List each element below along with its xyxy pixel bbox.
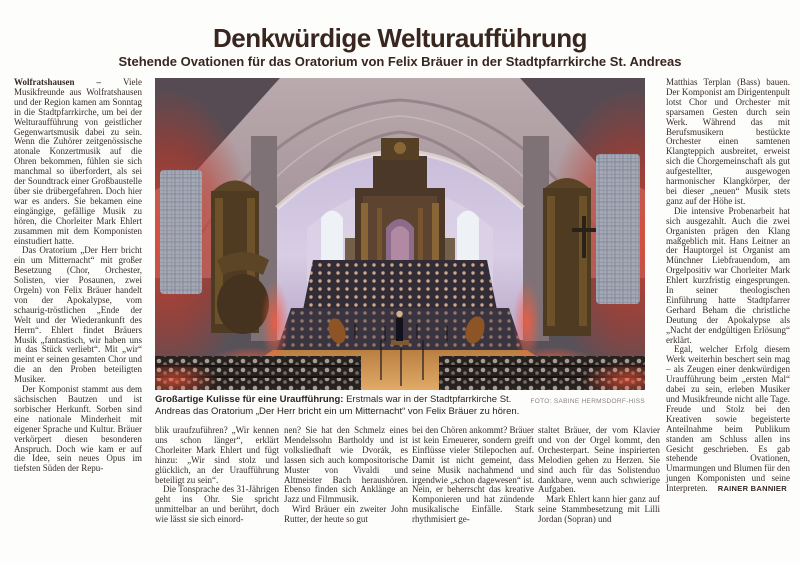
paragraph: Das Oratorium „Der Herr bricht ein um Mitternacht“ mit großer Besetzung (Chor, Orchester, Solisten, vier Posaunen, zwei Orgeln) von Felix Bräuer handelt von der Apokalypse, vom schaurig-tröstlichen „Ende der Welt und der Wiederankunft des Herrn“. Ehlert findet Bräuers Musik „fantastisch, wir haben uns in das Stück verliebt“. Mit „wir“ meint er seinen gesamten Chor und die an den Proben beteiligten Musiker. xyxy=(14,245,142,385)
dateline: Wolfratshausen – xyxy=(14,77,124,87)
photo-caption xyxy=(155,394,645,417)
choir xyxy=(303,260,497,310)
paragraph: staltet Bräuer, der vom Klavier und von der Orgel kommt, den Orchesterpart. Seine inspirierten Melodien gehen zu Herzen. Sie sind auch für das Solistenduo dankbare, wenn auch schwierige Aufgaben. xyxy=(538,425,660,495)
church-concert-photo xyxy=(155,78,645,390)
paragraph: Matthias Terplan (Bass) bauen. Der Komponist am Dirigentenpult lotst Chor und Orchester mit sparsamen Gesten durch sein Werk. Während das mit Berufsmusikern bestückte Orchester einen samtenen Klangteppich ausbreitet, erweist sich die Chorgemeinschaft als gut aufgestellter, ausgewogen harmonischer Klangkörper, der bei dieser „neuen“ Musik stets ganz auf der Höhe ist. xyxy=(666,77,790,206)
paragraph: Der Komponist stammt aus dem sächsischen Bautzen und ist sorbischer Herkunft. Sorben sind eine nationale Minderheit mit eigener Sprache und Kultur. Bräuer verkörpert diesen besonderen Anspruch. Doch wie kam er auf die Idee, sein neues Opus im tiefsten Süden der Repu- xyxy=(14,384,142,474)
nave-window-right xyxy=(596,154,640,304)
paragraph: bei den Chören ankommt? Bräuer ist kein Erneuerer, sondern greift Einflüsse vieler Stilepochen auf. Damit ist nicht gemeint, dass seine Musik nachahmend und irgendwie „schon dagewesen“ ist. Nein, er beherrscht das kreative Komponieren und hat zündende musikalische Einfälle. Stark rhythmisiert ge- xyxy=(412,425,534,525)
text-column-3 xyxy=(284,426,408,525)
text-column-2 xyxy=(155,426,279,525)
caption-lead: Großartige Kulisse für eine Uraufführung: xyxy=(155,394,344,405)
text-column-4 xyxy=(412,426,534,525)
author-byline: RAINER BANNIER xyxy=(717,484,787,494)
text-column-5 xyxy=(538,426,660,525)
paragraph: Wird Bräuer ein zweiter John Rutter, der heute so gut xyxy=(284,504,408,525)
paragraph: Die Tonsprache des 31-Jährigen geht ins Ohr. Sie spricht unmittelbar an und berührt, doch wie lässt sie sich einord- xyxy=(155,484,279,525)
paragraph: Mark Ehlert kann hier ganz auf seine Stammbesetzung mit Lilli Jordan (Sopran) und xyxy=(538,494,660,525)
paragraph: Die intensive Probenarbeit hat sich ausgezahlt. Auch die zwei Organisten prägen den Klang maßgeblich mit. Hans Leitner an der Hauptorgel ist Organist am Münchner Liebfrauendom, am Orgelpositiv war Chorleiter Mark Ehlert kurzfristig eingesprungen. In seiner theologischen Einführung hatte Stadtpfarrer Gerhard Beham die christliche Deutung der Apokalypse als „Nacht der endgültigen Erlösung“ erklärt. xyxy=(666,205,790,345)
text-column-1 xyxy=(14,78,142,474)
paragraph: Egal, welcher Erfolg diesem Werk weiterhin beschert sein mag – als Zeugen einer denkwürdigen Uraufführung beim „ersten Mal“ dabei zu sein, erleben Musiker und Musikfreunde nicht alle Tage. Freude und Stolz bei den Kreativen sowie begeisterte Anteilnahme beim Publikum standen am Schluss allen ins Gesicht geschrieben. Es gab stehende Ovationen, Umarmungen und Blumen für den jungen Komponisten und seine Interpreten. RAINER BANNIER xyxy=(666,344,790,494)
paragraph: nen? Sie hat den Schmelz eines Mendelssohn Bartholdy und ist volksliedhaft wie Dvorák, es lassen sich auch kompositorische Muster von Vivaldi und Altmeister Bach heraushören. Ebenso finden sich Anklänge an Jazz und Filmmusik. xyxy=(284,425,408,505)
text-column-6 xyxy=(666,78,790,494)
photo-credit: FOTO: SABINE HERMSDORF-HISS xyxy=(530,398,645,405)
paragraph: Wolfratshausen – Viele Musikfreunde aus Wolfratshausen und der Region kamen am Sonntag in die Stadtpfarrkirche, um bei der Welturaufführung von geistlicher Gegenwartsmusik dabei zu sein. Wenn die Zuhörer zeitgenössische atonale Konzertmusik auf die Ohren bekommen, fühlen sie sich manchmal so überfordert, als sei der Soundtrack einer Großbaustelle über sie drübergefahren. Doch hier war es anders. Sie bekamen eine eingängige, gefällige Musik zu hören, die Chorleiter Mark Ehlert zusammen mit dem Komponisten einstudiert hatte. xyxy=(14,77,142,246)
side-altar-right xyxy=(543,178,596,336)
nave-window-left xyxy=(160,170,202,294)
concert-photo-figure xyxy=(155,78,645,417)
article-subtitle: Stehende Ovationen für das Oratorium von Felix Bräuer in der Stadtpfarrkirche St. Andreas xyxy=(118,54,682,69)
page-title: Denkwürdige Welturaufführung xyxy=(212,23,588,53)
caption-text: Erstmals war in der Stadtpfarrkirche St. Andreas das Oratorium „Der Herr bricht ein um Mitternacht“ von Felix Bräuer zu hören. xyxy=(155,394,520,417)
article-header xyxy=(0,24,800,70)
paragraph: blik uraufzuführen? „Wir kennen uns schon länger“, erklärt Chorleiter Mark Ehlert und fügt hinzu: „Wir sind stolz und glücklich, an der Uraufführung beteiligt zu sein“. xyxy=(155,425,279,485)
